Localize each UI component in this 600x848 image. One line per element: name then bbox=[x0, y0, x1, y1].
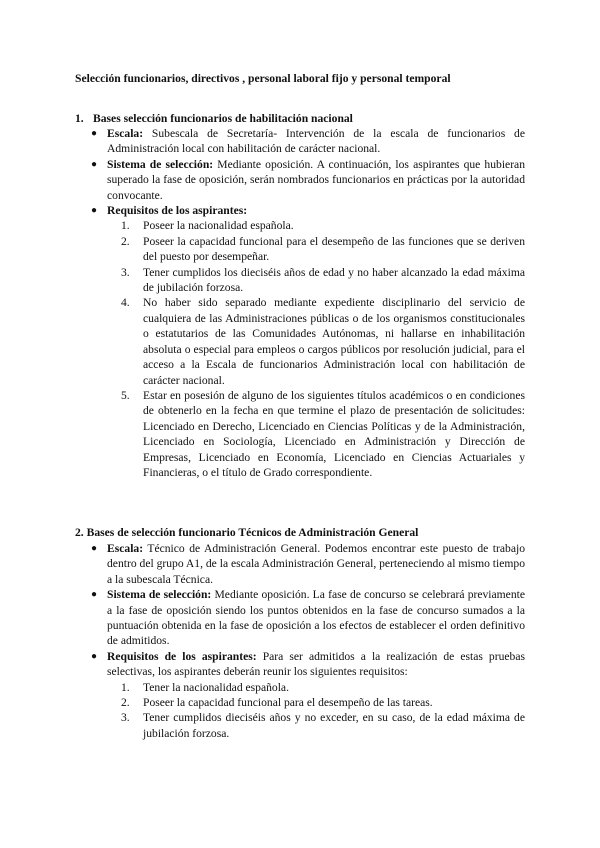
section-1-number: 1. bbox=[75, 112, 84, 125]
requirement-item bbox=[121, 265, 525, 296]
sistema-text: Mediante oposición. A continuación, los aspirantes que hubieran superado la fase de oposición, serán nombrados funcionarios en prácticas por la autoridad convocante. bbox=[107, 157, 525, 202]
requirement-number: 2. bbox=[121, 234, 130, 248]
escala-term: Escala: bbox=[107, 542, 144, 555]
requirement-text: No haber sido separado mediante expediente disciplinario del servicio de cualquiera de las Administraciones públicas o de los organismos constitucionales o estatutarios de las Comunidades Autónomas, ni hallarse en inhabilitación absoluta o especial para empleos o cargos públicos por resolución judicial, para el acceso a la Escala de funcionarios Administración local con habilitación de carácter nacional. bbox=[143, 296, 525, 387]
bullet-dot-icon: ● bbox=[91, 589, 98, 601]
requisitos-term: Requisitos de los aspirantes: bbox=[107, 649, 257, 663]
requirement-text: Poseer la nacionalidad española. bbox=[143, 219, 294, 233]
requisitos-text: Para ser admitidos a la realización de estas pruebas selectivas, los aspirantes deberán reunir los siguientes requisitos: bbox=[107, 649, 525, 679]
bullet-requisitos bbox=[91, 649, 525, 741]
escala-text: Subescala de Secretaría- Intervención de la escala de funcionarios de Administración local con habilitación de carácter nacional. bbox=[107, 127, 525, 156]
requirement-text: Tener la nacionalidad española. bbox=[143, 680, 289, 694]
requirement-number: 4. bbox=[121, 296, 130, 310]
sistema-text: Mediante oposición. La fase de concurso se celebrará previamente a la fase de oposición siendo los puntos obtenidos en la fase de concurso sumados a la puntuación obtenida en la fase de oposición a los efectos de establecer el orden definitivo de admitidos. bbox=[107, 588, 525, 648]
section-2-bullets bbox=[91, 541, 525, 741]
bullet-sistema bbox=[91, 157, 525, 203]
bullet-dot-icon: ● bbox=[91, 128, 98, 139]
requirement-number: 1. bbox=[121, 680, 130, 694]
bullet-sistema bbox=[91, 587, 525, 649]
bullet-dot-icon: ● bbox=[91, 543, 98, 554]
requirement-item bbox=[121, 388, 525, 480]
requirement-number: 3. bbox=[121, 265, 130, 279]
bullet-dot-icon: ● bbox=[91, 650, 98, 662]
requirement-item bbox=[121, 295, 525, 387]
bullet-dot-icon: ● bbox=[91, 205, 98, 217]
requirement-item bbox=[121, 680, 525, 695]
requirement-item bbox=[121, 710, 525, 741]
section-2-heading: 2. Bases de selección funcionario Técnicos de Administración General bbox=[75, 526, 419, 539]
section-1-requirements-list bbox=[121, 218, 525, 480]
requirement-number: 3. bbox=[121, 711, 130, 725]
requirement-text: Poseer la capacidad funcional para el desempeño de las tareas. bbox=[143, 696, 433, 710]
bullet-escala bbox=[91, 126, 525, 157]
requirement-number: 5. bbox=[121, 388, 130, 402]
requirement-item bbox=[121, 218, 525, 233]
requirement-text: Tener cumplidos los dieciséis años de edad y no haber alcanzado la edad máxima de jubilación forzosa. bbox=[143, 265, 525, 295]
section-1-heading: Bases selección funcionarios de habilitación nacional bbox=[93, 112, 353, 125]
bullet-requisitos bbox=[91, 203, 525, 480]
requisitos-term: Requisitos de los aspirantes: bbox=[107, 204, 248, 218]
section-1-bullets bbox=[91, 126, 525, 480]
escala-text: Técnico de Administración General. Podemos encontrar este puesto de trabajo dentro del grupo A1, de la escala Administración General, perteneciendo al mismo tiempo a la subescala Técnica. bbox=[107, 542, 525, 586]
sistema-term: Sistema de selección: bbox=[107, 588, 212, 602]
section-2-requirements-list bbox=[121, 680, 525, 742]
requirement-text: Poseer la capacidad funcional para el desempeño de las funciones que se deriven del puesto por desempeñar. bbox=[143, 234, 525, 264]
document-title: Selección funcionarios, directivos , personal laboral fijo y personal temporal bbox=[75, 72, 451, 85]
bullet-dot-icon: ● bbox=[91, 158, 98, 170]
escala-term: Escala: bbox=[107, 127, 144, 140]
requirement-item bbox=[121, 234, 525, 265]
sistema-term: Sistema de selección: bbox=[107, 157, 214, 171]
requirement-number: 1. bbox=[121, 219, 130, 233]
requirement-item bbox=[121, 695, 525, 710]
requirement-text: Estar en posesión de alguno de los siguientes títulos académicos o en condiciones de obtenerlo en la fecha en que termine el plazo de presentación de solicitudes: Licenciado en Derecho, Licenciado en Ciencias Políticas y de la Administración, Licenciado en Sociología, Licenciado en Administración y Dirección de Empresas, Licenciado en Economía, Licenciado en Ciencias Actuariales y Financieras, o el título de Grado correspondiente. bbox=[143, 388, 525, 479]
bullet-escala bbox=[91, 541, 525, 587]
requirement-text: Tener cumplidos dieciséis años y no exceder, en su caso, de la edad máxima de jubilación forzosa. bbox=[143, 711, 525, 740]
requirement-number: 2. bbox=[121, 696, 130, 710]
